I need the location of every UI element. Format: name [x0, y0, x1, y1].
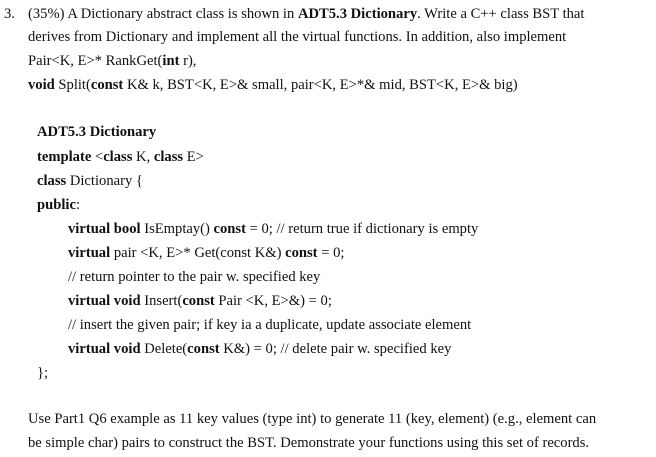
question-line-1-tail: . Write a C++ class BST that [417, 6, 585, 22]
code-insert-comment: // insert the given pair; if key ia a duplicate, update associate element [68, 317, 472, 333]
code-template-line: template <class K, class E> [37, 149, 204, 165]
question-line-4: void Split(const K& k, BST<K, E>& small, pair<K, E>*& mid, BST<K, E>& big) [28, 77, 518, 93]
keyword-const: const [90, 77, 124, 93]
keyword-void: void [28, 77, 55, 93]
question-line-1-text: (35%) A Dictionary abstract class is shown in [28, 6, 298, 22]
code-public-line: public: [37, 197, 80, 213]
footer-line-1: Use Part1 Q6 example as 11 key values (type int) to generate 11 (key, element) (e.g., element can [28, 411, 597, 427]
keyword-int: int [162, 53, 180, 69]
question-number: 3. [4, 6, 15, 22]
question-line-1 [28, 5, 584, 23]
question-line-3: Pair<K, E>* RankGet(int r), [28, 53, 197, 69]
code-isempty-line: virtual bool IsEmptay() const = 0; // return true if dictionary is empty [68, 221, 479, 237]
code-class-line: class Dictionary { [37, 173, 143, 189]
code-get-comment: // return pointer to the pair w. specified key [68, 269, 321, 285]
code-delete-line: virtual void Delete(const K&) = 0; // delete pair w. specified key [68, 341, 452, 357]
question-line-2: derives from Dictionary and implement all the virtual functions. In addition, also implement [28, 29, 567, 45]
code-get-line: virtual pair <K, E>* Get(const K&) const = 0; [68, 245, 345, 261]
footer-line-2: be simple char) pairs to construct the BST. Demonstrate your functions using this set of records. [28, 435, 590, 451]
code-close-brace: }; [37, 365, 49, 381]
adt-title-ref: ADT5.3 Dictionary [297, 6, 418, 22]
code-heading: ADT5.3 Dictionary [37, 124, 157, 140]
code-insert-line: virtual void Insert(const Pair <K, E>&) = 0; [68, 293, 332, 309]
